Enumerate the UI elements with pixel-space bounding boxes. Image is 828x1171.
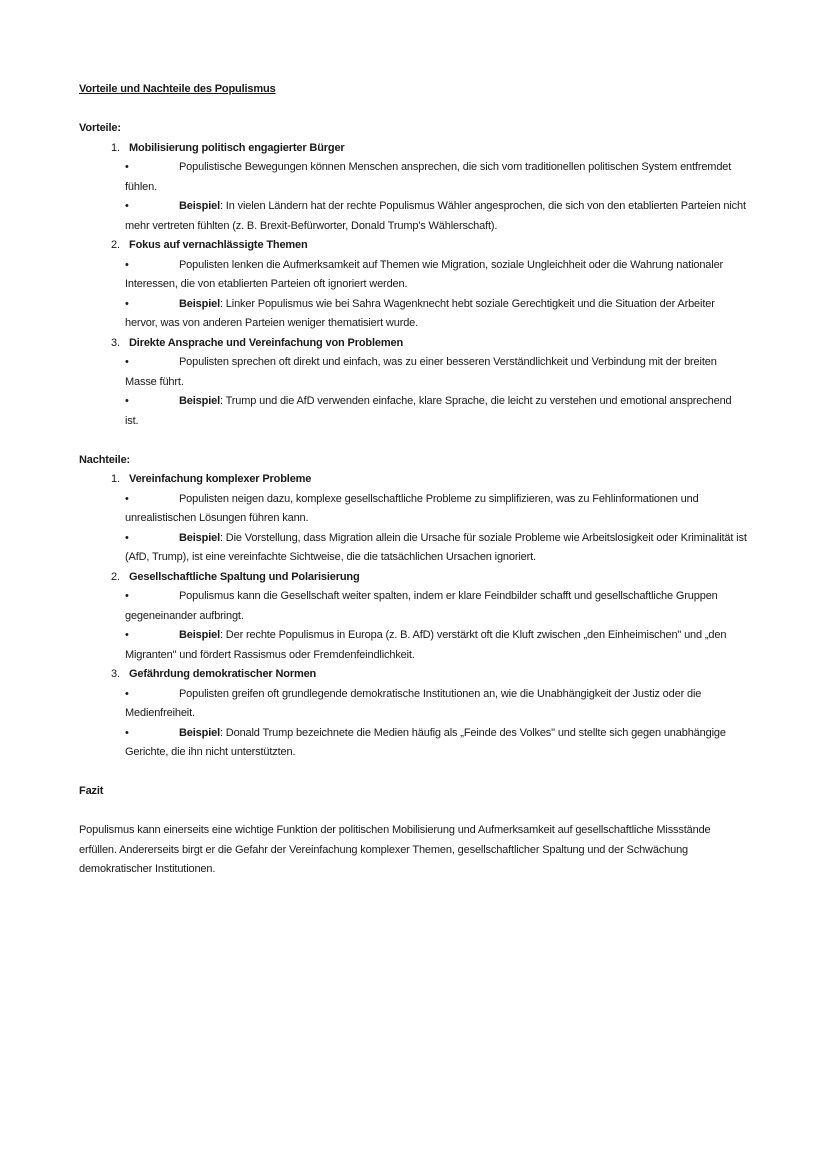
example-item: [125, 295, 747, 334]
bullet-dot: •: [125, 395, 129, 407]
point-heading: [79, 568, 747, 588]
bullet-item: [125, 490, 747, 529]
example-text: : Trump und die AfD verwenden einfache, klare Sprache, die leicht zu verstehen und emotional ansprechend ist.: [125, 395, 732, 427]
list-item: [79, 568, 747, 666]
bullet-dot: •: [125, 492, 129, 505]
example-label: Beispiel: [179, 200, 220, 212]
point-heading: [79, 334, 747, 354]
bullet-list: [79, 685, 747, 763]
bullet-list: [79, 353, 747, 431]
point-heading: [79, 665, 747, 685]
point-number: 2.: [111, 570, 120, 583]
example-text: : In vielen Ländern hat der rechte Populismus Wähler angesprochen, die sich von den etablierten Parteien nicht mehr vertreten fühlten (z. B. Brexit-Befürworter, Donald Trump's Wählerschaft).: [125, 200, 746, 232]
point-number: 3.: [111, 668, 120, 680]
list-item: [79, 470, 747, 568]
example-text: : Donald Trump bezeichnete die Medien häufig als „Feinde des Volkes" und stellte sich gegen unabhängige Gerichte, die ihn nicht unterstützten.: [125, 726, 726, 758]
bullet-item: [125, 587, 747, 626]
section-vorteile: [79, 119, 747, 431]
example-item: [125, 197, 747, 236]
example-text: : Der rechte Populismus in Europa (z. B. AfD) verstärkt oft die Kluft zwischen „den Einheimischen" und „den Migranten" und fördert Rassismus oder Fremdenfeindlichkeit.: [125, 629, 727, 661]
example-text: : Linker Populismus wie bei Sahra Wagenknecht hebt soziale Gerechtigkeit und die Situation der Arbeiter hervor, was von anderen Parteien weniger thematisiert wurde.: [125, 297, 715, 329]
point-number: 1.: [111, 473, 120, 485]
point-number: 1.: [111, 141, 120, 154]
point-number: 2.: [111, 239, 120, 251]
list-item: [79, 665, 747, 763]
point-heading: [79, 139, 747, 159]
example-label: Beispiel: [179, 395, 220, 407]
bullet-text: Populisten neigen dazu, komplexe gesellschaftliche Probleme zu simplifizieren, was zu Fehlinformationen und unrealistischen Lösungen führen kann.: [125, 492, 699, 524]
bullet-text: Populisten greifen oft grundlegende demokratische Institutionen an, wie die Unabhängigkeit der Justiz oder die Medienfreiheit.: [125, 687, 702, 719]
point-title: Gesellschaftliche Spaltung und Polarisierung: [129, 570, 360, 583]
section-fazit: [79, 782, 747, 880]
bullet-dot: •: [125, 161, 129, 173]
bullet-dot: •: [125, 590, 129, 602]
bullet-dot: •: [125, 258, 129, 271]
bullet-list: [79, 490, 747, 568]
bullet-dot: •: [125, 629, 129, 641]
section-heading-nachteile: Nachteile:: [79, 453, 131, 466]
fazit-text: Populismus kann einerseits eine wichtige Funktion der politischen Mobilisierung und Aufmerksamkeit auf gesellschaftliche Missstände erfüllen. Andererseits birgt er die Gefahr der Vereinfachung komplexer Themen, gesellschaftlicher Spaltung und der Schwächung demokratischer Institutionen.: [79, 824, 711, 875]
point-title: Mobilisierung politisch engagierter Bürger: [129, 141, 345, 154]
list-item: [79, 334, 747, 432]
point-title: Fokus auf vernachlässigte Themen: [129, 239, 308, 251]
bullet-item: [125, 256, 747, 295]
point-heading: [79, 236, 747, 256]
bullet-list: [79, 158, 747, 236]
example-label: Beispiel: [179, 726, 220, 739]
bullet-list: [79, 256, 747, 334]
section-heading-vorteile: Vorteile:: [79, 122, 121, 134]
bullet-dot: •: [125, 356, 129, 368]
example-label: Beispiel: [179, 629, 220, 641]
bullet-item: [125, 685, 747, 724]
bullet-item: [125, 158, 747, 197]
bullet-dot: •: [125, 687, 129, 700]
section-heading-fazit: Fazit: [79, 785, 104, 797]
bullet-list: [79, 587, 747, 665]
example-label: Beispiel: [179, 297, 220, 310]
example-label: Beispiel: [179, 531, 220, 544]
nachteile-list: [79, 470, 747, 763]
point-number: 3.: [111, 336, 120, 349]
section-nachteile: [79, 451, 747, 763]
point-heading: [79, 470, 747, 490]
bullet-dot: •: [125, 531, 129, 544]
example-item: [125, 529, 747, 568]
document-content: [79, 80, 747, 880]
bullet-text: Populistische Bewegungen können Menschen ansprechen, die sich vom traditionellen politischen System entfremdet fühlen.: [125, 161, 732, 193]
point-title: Vereinfachung komplexer Probleme: [129, 473, 312, 485]
bullet-item: [125, 353, 747, 392]
bullet-dot: •: [125, 726, 129, 739]
point-title: Gefährdung demokratischer Normen: [129, 668, 317, 680]
list-item: [79, 236, 747, 334]
bullet-text: Populismus kann die Gesellschaft weiter spalten, indem er klare Feindbilder schafft und gesellschaftliche Gruppen gegeneinander aufbringt.: [125, 590, 718, 622]
document-title: Vorteile und Nachteile des Populismus: [79, 83, 276, 95]
vorteile-list: [79, 139, 747, 432]
example-item: [125, 724, 747, 763]
bullet-dot: •: [125, 297, 129, 310]
example-item: [125, 392, 747, 431]
point-title: Direkte Ansprache und Vereinfachung von Problemen: [129, 336, 404, 349]
bullet-dot: •: [125, 200, 129, 212]
bullet-text: Populisten sprechen oft direkt und einfach, was zu einer besseren Verständlichkeit und Verbindung mit der breiten Masse führt.: [125, 356, 717, 388]
bullet-text: Populisten lenken die Aufmerksamkeit auf Themen wie Migration, soziale Ungleichheit oder die Wahrung nationaler Interessen, die von etablierten Parteien oft ignoriert werden.: [125, 258, 724, 290]
example-text: : Die Vorstellung, dass Migration allein die Ursache für soziale Probleme wie Arbeitslosigkeit oder Kriminalität ist (AfD, Trump), ist eine vereinfachte Sichtweise, die die tatsächlichen Ursachen ignoriert.: [125, 531, 747, 563]
example-item: [125, 626, 747, 665]
list-item: [79, 139, 747, 237]
